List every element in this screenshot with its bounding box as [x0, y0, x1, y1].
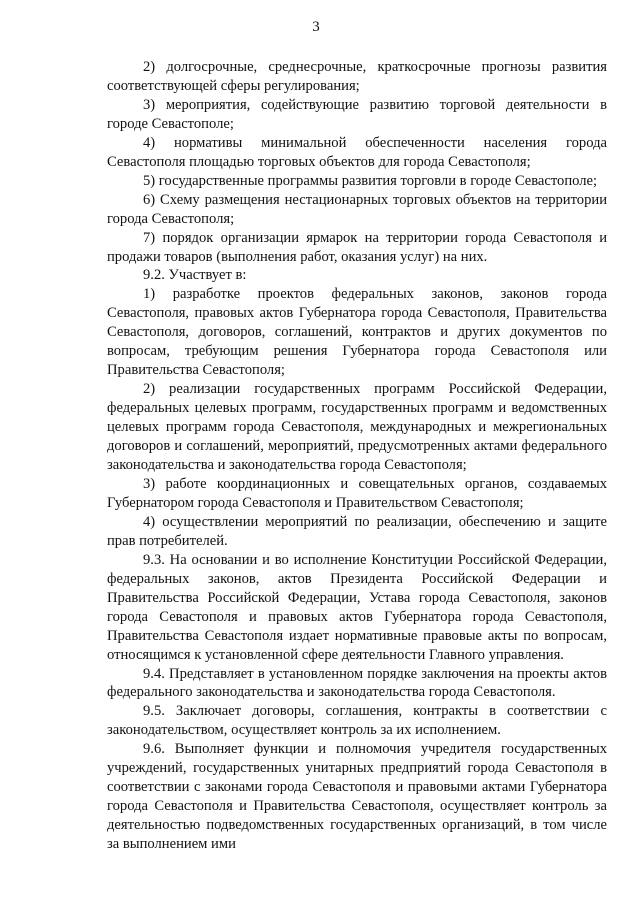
paragraph-9-2-heading: 9.2. Участвует в: — [143, 267, 247, 284]
paragraph-9-5: 9.5. Заключает договоры, соглашения, контракты в соответствии с законодательством, осуществляет контроль за их исполнением. — [107, 703, 607, 739]
paragraph-item-5-programs: 5) государственные программы развития торговли в городе Севастополе; — [143, 172, 598, 189]
paragraph-9-2-item-2: 2) реализации государственных программ Российской Федерации, федеральных целевых программ, государственных программ и ведомственных целевых программ города Севастополя, международных и межрегиональных договоров и соглашений, мероприятий, предусмотренных актами федерального законодательства и законодательства города Севастополя; — [107, 381, 607, 474]
paragraph-item-7-fairs: 7) порядок организации ярмарок на территории города Севастополя и продажи товаров (выполнения работ, оказания услуг) на них. — [107, 229, 607, 265]
paragraph-9-3: 9.3. На основании и во исполнение Конституции Российской Федерации, федеральных законов, актов Президента Российской Федерации и Правительства Российской Федерации, Устава города Севастополя, законов города Севастополя и правовых актов Губернатора города Севастополя, Правительства Севастополя издает нормативные правовые акты по вопросам, относящимся к установленной сфере деятельности Главного управления. — [107, 551, 607, 663]
document-body — [107, 58, 607, 854]
page-number: 3 — [312, 19, 320, 35]
paragraph-item-2-forecasts: 2) долгосрочные, среднесрочные, краткосрочные прогнозы развития соответствующей сферы регулирования; — [107, 59, 607, 94]
paragraph-9-2-item-1: 1) разработке проектов федеральных законов, законов города Севастополя, правовых актов Губернатора города Севастополя, Правительства Севастополя, договоров, соглашений, контрактов и других документов по вопросам, требующим решения Губернатора города Севастополя или Правительства Севастополя; — [107, 286, 607, 379]
paragraph-9-2-item-4: 4) осуществлении мероприятий по реализации, обеспечению и защите прав потребителей. — [107, 513, 607, 549]
paragraph-9-2-item-3: 3) работе координационных и совещательных органов, создаваемых Губернатором города Севастополя и Правительством Севастополя; — [107, 475, 607, 511]
paragraph-9-6: 9.6. Выполняет функции и полномочия учредителя государственных учреждений, государственных унитарных предприятий города Севастополя в соответствии с законами города Севастополя и правовыми актами Губернатора города Севастополя и Правительства Севастополя, осуществляет контроль за деятельностью подведомственных государственных организаций, в том числе за выполнением ими — [107, 741, 607, 853]
paragraph-9-4: 9.4. Представляет в установленном порядке заключения на проекты актов федерального законодательства и законодательства города Севастополя. — [107, 665, 607, 701]
paragraph-item-6-scheme: 6) Схему размещения нестационарных торговых объектов на территории города Севастополя; — [107, 191, 607, 227]
paragraph-item-3-measures: 3) мероприятия, содействующие развитию торговой деятельности в городе Севастополе; — [107, 96, 607, 132]
paragraph-item-4-standards: 4) нормативы минимальной обеспеченности населения города Севастополя площадью торговых объектов для города Севастополя; — [107, 134, 607, 170]
